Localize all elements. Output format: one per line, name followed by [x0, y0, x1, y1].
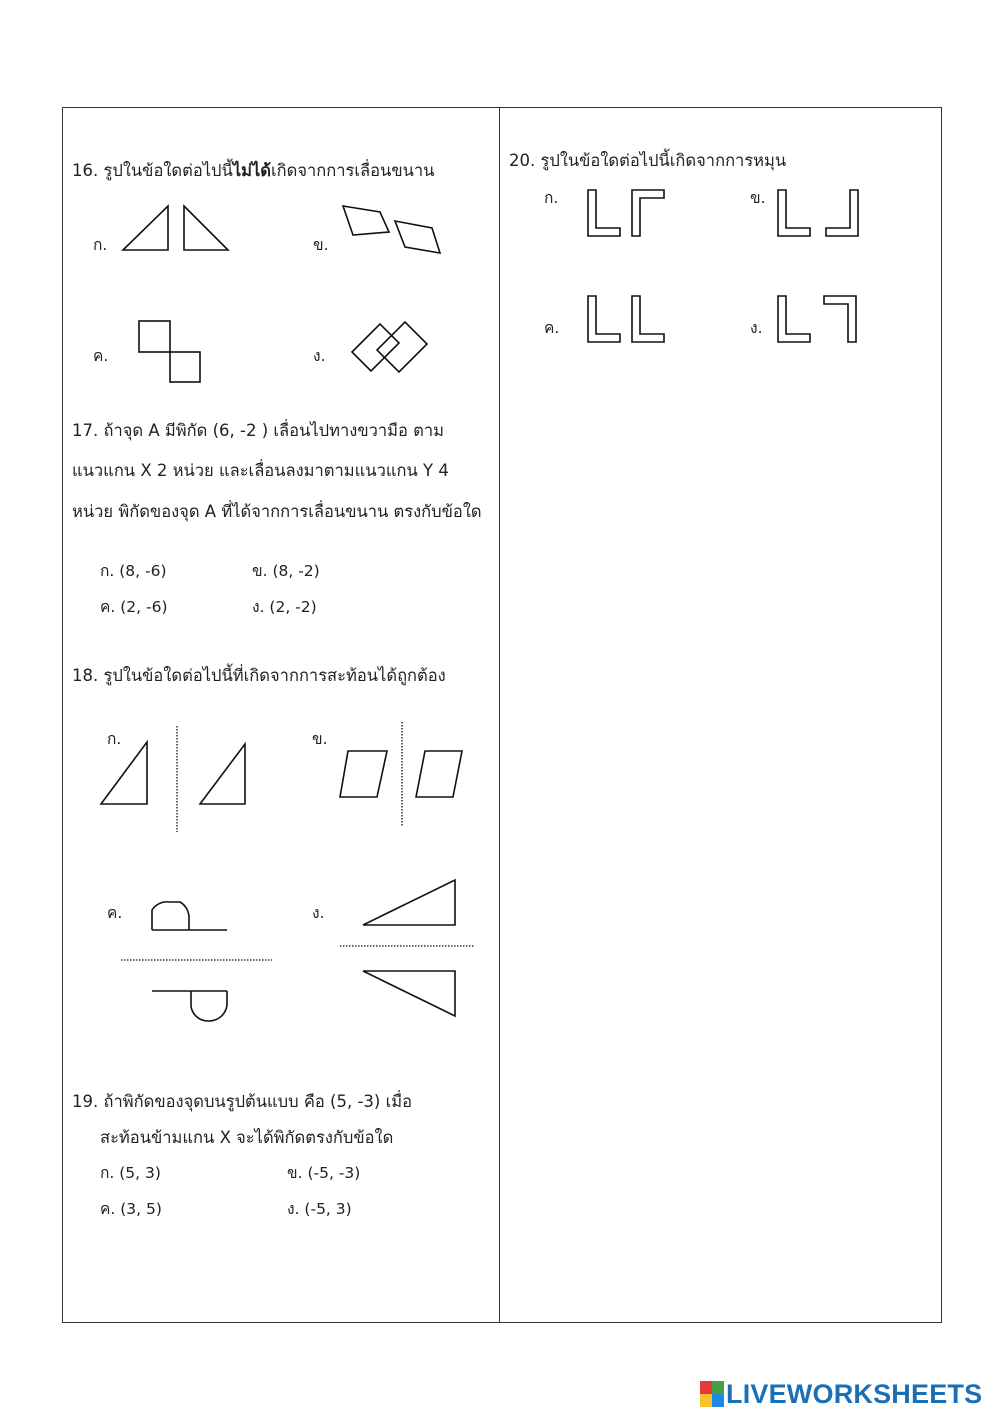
live-mark-icon — [700, 1381, 724, 1407]
q20-option-c-label[interactable]: ค. — [544, 319, 560, 337]
question-17-line-2: แนวแกน X 2 หน่วย และเลื่อนลงมาตามแนวแกน Y 4 — [72, 461, 449, 480]
q19-option-b[interactable]: ข. (-5, -3) — [287, 1164, 361, 1182]
q16-option-d-label[interactable]: ง. — [313, 347, 326, 365]
question-18: 18. รูปในข้อใดต่อไปนี้ที่เกิดจากการสะท้อนได้ถูกต้อง — [72, 666, 446, 685]
live-mark-l-icon — [700, 1381, 712, 1394]
q20-figure-d[interactable] — [778, 296, 856, 342]
q16-figure-b[interactable] — [343, 206, 440, 253]
q20-figure-a[interactable] — [588, 190, 664, 236]
q18-option-d-label[interactable]: ง. — [312, 904, 325, 922]
live-mark-e-icon — [712, 1394, 724, 1407]
q17-option-a[interactable]: ก. (8, -6) — [100, 562, 167, 580]
question-17-line-3: หน่วย พิกัดของจุด A ที่ได้จากการเลื่อนขนาน ตรงกับข้อใด — [72, 502, 482, 521]
q17-option-c[interactable]: ค. (2, -6) — [100, 598, 168, 616]
q20-figure-c[interactable] — [588, 296, 664, 342]
q18-figure-c[interactable] — [121, 902, 272, 1021]
q20-option-b-label[interactable]: ข. — [750, 189, 766, 207]
question-text: รูปในข้อใดต่อไปนี้ — [103, 161, 233, 180]
liveworksheets-logo — [700, 1378, 982, 1410]
q18-option-b-label[interactable]: ข. — [312, 730, 328, 748]
question-20: 20. รูปในข้อใดต่อไปนี้เกิดจากการหมุน — [509, 151, 787, 170]
q18-figure-a[interactable] — [101, 726, 245, 832]
question-emphasis: ไม่ได้ — [232, 161, 272, 180]
q18-option-a-label[interactable]: ก. — [107, 730, 122, 748]
q16-option-c-label[interactable]: ค. — [93, 347, 109, 365]
q17-option-b[interactable]: ข. (8, -2) — [252, 562, 320, 580]
q19-option-c[interactable]: ค. (3, 5) — [100, 1200, 162, 1218]
q18-figure-b[interactable] — [340, 722, 462, 826]
q20-option-a-label[interactable]: ก. — [544, 189, 559, 207]
question-text: เกิดจากการเลื่อนขนาน — [271, 161, 435, 180]
question-17-line-1: 17. ถ้าจุด A มีพิกัด (6, -2 ) เลื่อนไปทางขวามือ ตาม — [72, 421, 445, 440]
live-mark-v-icon — [700, 1394, 712, 1407]
q16-figure-a[interactable] — [123, 206, 228, 250]
q16-figure-c[interactable] — [139, 321, 200, 382]
question-19-line-2: สะท้อนข้ามแกน X จะได้พิกัดตรงกับข้อใด — [100, 1128, 394, 1147]
live-mark-i-icon — [712, 1381, 724, 1394]
question-number: 16. — [72, 161, 99, 180]
q20-option-d-label[interactable]: ง. — [750, 319, 763, 337]
logo-text: LIVEWORKSHEETS — [726, 1378, 983, 1409]
q16-option-a-label[interactable]: ก. — [93, 236, 108, 254]
q18-figure-d[interactable] — [340, 880, 475, 1016]
q19-option-d[interactable]: ง. (-5, 3) — [287, 1200, 352, 1218]
q20-figure-b[interactable] — [778, 190, 858, 236]
q16-option-b-label[interactable]: ข. — [313, 236, 329, 254]
q18-option-c-label[interactable]: ค. — [107, 904, 123, 922]
question-19-line-1: 19. ถ้าพิกัดของจุดบนรูปต้นแบบ คือ (5, -3) เมื่อ — [72, 1092, 413, 1111]
q19-option-a[interactable]: ก. (5, 3) — [100, 1164, 161, 1182]
q16-figure-d[interactable] — [352, 322, 427, 372]
q17-option-d[interactable]: ง. (2, -2) — [252, 598, 317, 616]
